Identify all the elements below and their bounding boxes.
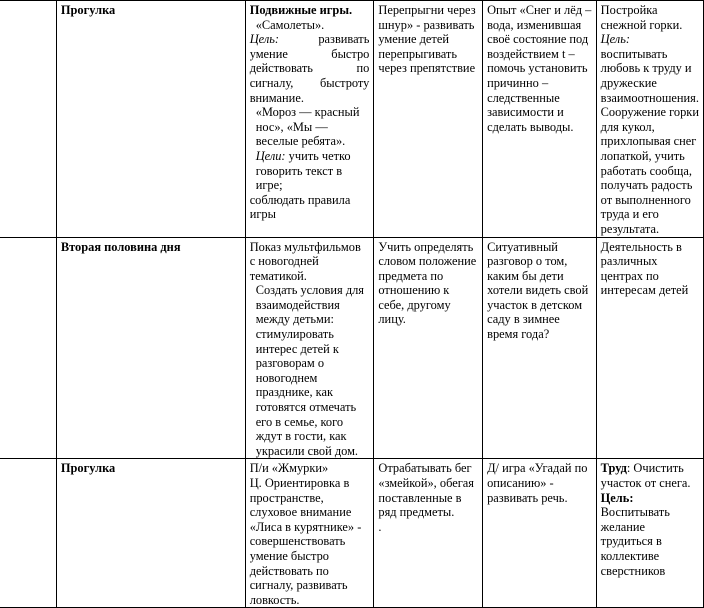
empty-cell	[0, 459, 56, 608]
individual-work-cell: Учить определять словом положение предмета по отношению к себе, другому лицу.	[374, 237, 483, 459]
individual-work-cell	[374, 459, 483, 608]
labor-text: Постройка снежной горки.	[600, 3, 683, 32]
period-cell: Прогулка	[56, 1, 245, 238]
activity-text: П/и «Жмурки»	[249, 461, 329, 476]
activity-cell	[245, 459, 374, 608]
goal-label: Цель:	[249, 32, 279, 47]
individual-text: .	[378, 519, 382, 534]
labor-cell	[596, 459, 703, 608]
empty-cell	[0, 1, 56, 238]
conversation-cell: Ситуативный разговор о том, каким бы дети хотели видеть свой участок в детском саду в зимнее время года?	[483, 237, 597, 459]
activity-text: Ц. Ориентировка в пространстве, слуховое внимание	[249, 476, 352, 520]
activity-heading: Подвижные игры.	[249, 3, 353, 17]
goal-label: Цель:	[600, 490, 634, 505]
table-row	[0, 237, 704, 459]
goal-text	[250, 32, 370, 105]
activity-text: «Лиса в курятнике» - совершенствовать умение быстро действовать по сигналу, развивать ловкость.	[249, 519, 362, 607]
goal-body: развивать умение быстро действовать по сигналу, быстроту внимание.	[249, 32, 370, 105]
period-cell: Прогулка	[56, 459, 245, 608]
game-title: «Мороз — красный нос», «Мы — веселые ребята».	[255, 105, 360, 149]
goal-text: соблюдать правила игры	[249, 192, 351, 222]
activity-text: Создать условия для взаимодействия между детьми: стимулировать интерес детей к разговорам о новогоднем празднике, как готовятся отмечать его в семье, кого ждут в гости, как украсили свой дом.	[255, 283, 365, 458]
goal-text	[601, 32, 699, 105]
period-cell: Вторая половина дня	[56, 237, 245, 459]
labor-cell	[596, 1, 703, 238]
goal-body: учить четко говорить текст в игре;	[255, 148, 351, 193]
activity-cell	[245, 1, 374, 238]
individual-text: Отрабатывать бег «змейкой», обегая поставленные в ряд предметы.	[378, 461, 474, 520]
goal-label: Цель:	[600, 32, 630, 47]
labor-label: Труд	[600, 461, 627, 476]
experiment-cell: Опыт «Снег и лёд – вода, изменившая своё состояние под воздействием t – помочь установить причинно – следственные зависимости и сделать выводы.	[483, 1, 597, 238]
activity-cell	[245, 237, 374, 459]
activity-text: Показ мультфильмов с новогодней тематикой.	[249, 239, 361, 283]
labor-text: Сооружение горки для кукол, прихлопывая снег лопаткой, учить работать сообща, получать радость от выполненного труда и его результата.	[600, 105, 699, 236]
individual-work-cell: Перепрыгни через шнур» - развивать умение детей перепрыгивать через препятствие	[374, 1, 483, 238]
activity-centers-cell: Деятельность в различных центрах по интересам детей	[596, 237, 703, 459]
goal-body: воспитывать любовь к труду и дружеские взаимоотношения.	[600, 46, 699, 105]
table-row	[0, 1, 704, 238]
table-row	[0, 459, 704, 608]
empty-cell	[0, 237, 56, 459]
goal-label: Цели:	[255, 148, 286, 163]
game-title: «Самолеты».	[255, 17, 325, 32]
goal-text	[250, 149, 370, 193]
labor-body: : Очистить участок от снега.	[600, 461, 691, 490]
labor-text	[601, 461, 699, 490]
game-cell: Д/ игра «Угадай по описанию» - развивать речь.	[483, 459, 597, 608]
goal-body: Воспитывать желание трудиться в коллективе сверстников	[600, 505, 670, 578]
goal-text	[601, 491, 699, 579]
